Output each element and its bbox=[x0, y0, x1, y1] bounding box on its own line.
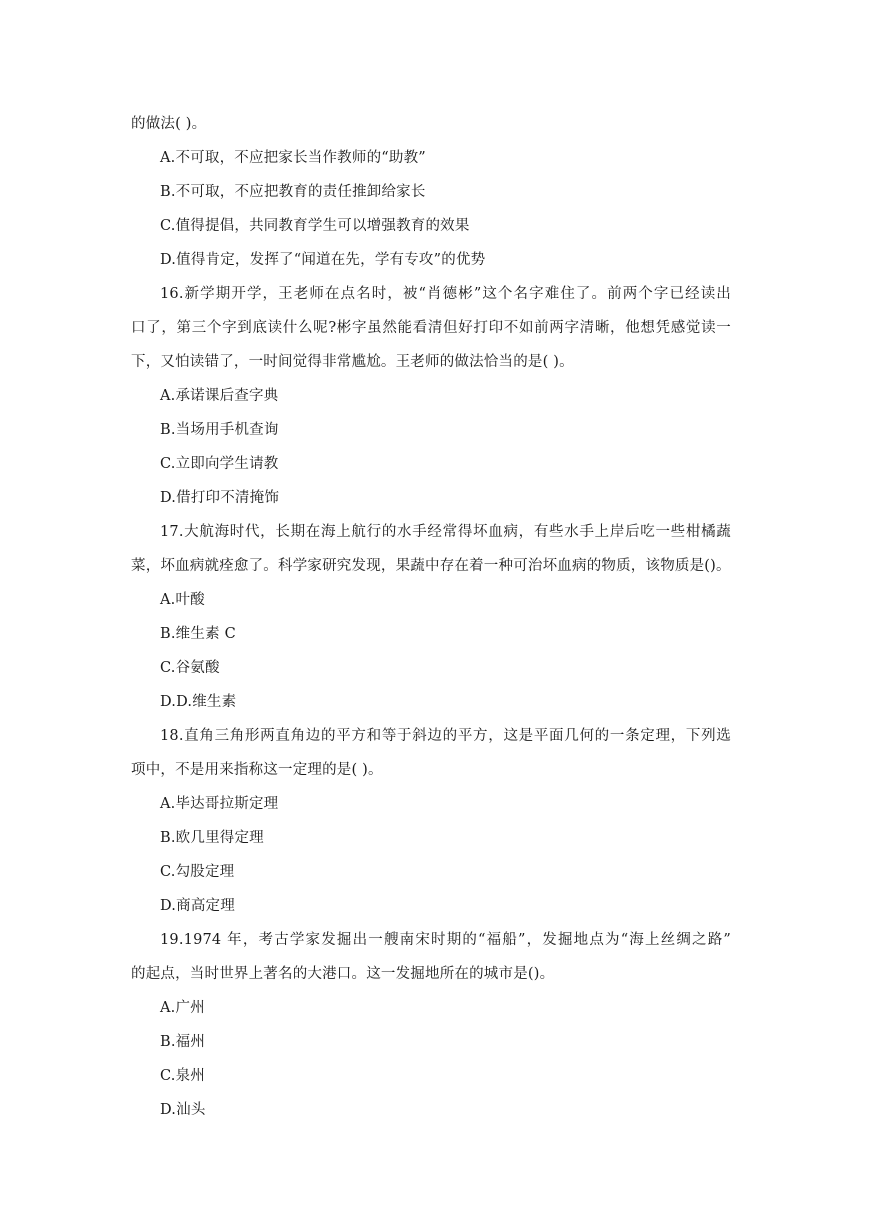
q19-option-b: B.福州 bbox=[160, 1034, 206, 1050]
q16-option-a: A.承诺课后查字典 bbox=[160, 388, 279, 404]
q16-stem-line-2: 口了，第三个字到底读什么呢?彬字虽然能看清但好打印不如前两字清晰，他想凭感觉读一 bbox=[131, 320, 731, 336]
q17-option-d: D.D.维生素 bbox=[160, 694, 237, 710]
q16-option-c: C.立即向学生请教 bbox=[160, 456, 279, 472]
q18-option-a: A.毕达哥拉斯定理 bbox=[160, 796, 279, 812]
q18-option-c: C.勾股定理 bbox=[160, 864, 235, 880]
q19-stem-line-2: 的起点，当时世界上著名的大港口。这一发掘地所在的城市是()。 bbox=[131, 966, 555, 982]
q18-option-d: D.商高定理 bbox=[160, 898, 235, 914]
question-list bbox=[131, 107, 731, 1127]
q15-option-b: B.不可取，不应把教育的责任推卸给家长 bbox=[160, 184, 426, 200]
q19-option-c: C.泉州 bbox=[160, 1068, 205, 1084]
q16-stem-line-3: 下，又怕读错了，一时间觉得非常尴尬。王老师的做法恰当的是( )。 bbox=[131, 354, 574, 370]
q18-stem-line-1: 18.直角三角形两直角边的平方和等于斜边的平方，这是平面几何的一条定理，下列选 bbox=[160, 728, 731, 744]
q19-stem-line-1: 19.1974 年，考古学家发掘出一艘南宋时期的“福船”，发掘地点为“海上丝绸之路” bbox=[160, 932, 731, 948]
q15-option-a: A.不可取，不应把家长当作教师的“助教” bbox=[160, 150, 426, 166]
q17-stem-line-1: 17.大航海时代，长期在海上航行的水手经常得坏血病，有些水手上岸后吃一些柑橘蔬 bbox=[160, 524, 731, 540]
q15-option-d: D.值得肯定，发挥了“闻道在先，学有专攻”的优势 bbox=[160, 252, 486, 268]
q15-stem-tail: 的做法( )。 bbox=[131, 116, 207, 132]
q16-stem-line-1: 16.新学期开学，王老师在点名时，被“肖德彬”这个名字难住了。前两个字已经读出 bbox=[160, 286, 731, 302]
q17-stem-line-2: 菜，坏血病就痊愈了。科学家研究发现，果蔬中存在着一种可治坏血病的物质，该物质是()。 bbox=[131, 558, 731, 574]
q19-option-d: D.汕头 bbox=[160, 1102, 206, 1118]
q18-stem-line-2: 项中，不是用来指称这一定理的是( )。 bbox=[131, 762, 383, 778]
q16-option-b: B.当场用手机查询 bbox=[160, 422, 279, 438]
q16-option-d: D.借打印不清掩饰 bbox=[160, 490, 280, 506]
q17-option-b: B.维生素 C bbox=[160, 626, 236, 642]
q17-option-a: A.叶酸 bbox=[160, 592, 205, 608]
q15-option-c: C.值得提倡，共同教育学生可以增强教育的效果 bbox=[160, 218, 470, 234]
q19-option-a: A.广州 bbox=[160, 1000, 205, 1016]
q18-option-b: B.欧几里得定理 bbox=[160, 830, 264, 846]
q17-option-c: C.谷氨酸 bbox=[160, 660, 220, 676]
